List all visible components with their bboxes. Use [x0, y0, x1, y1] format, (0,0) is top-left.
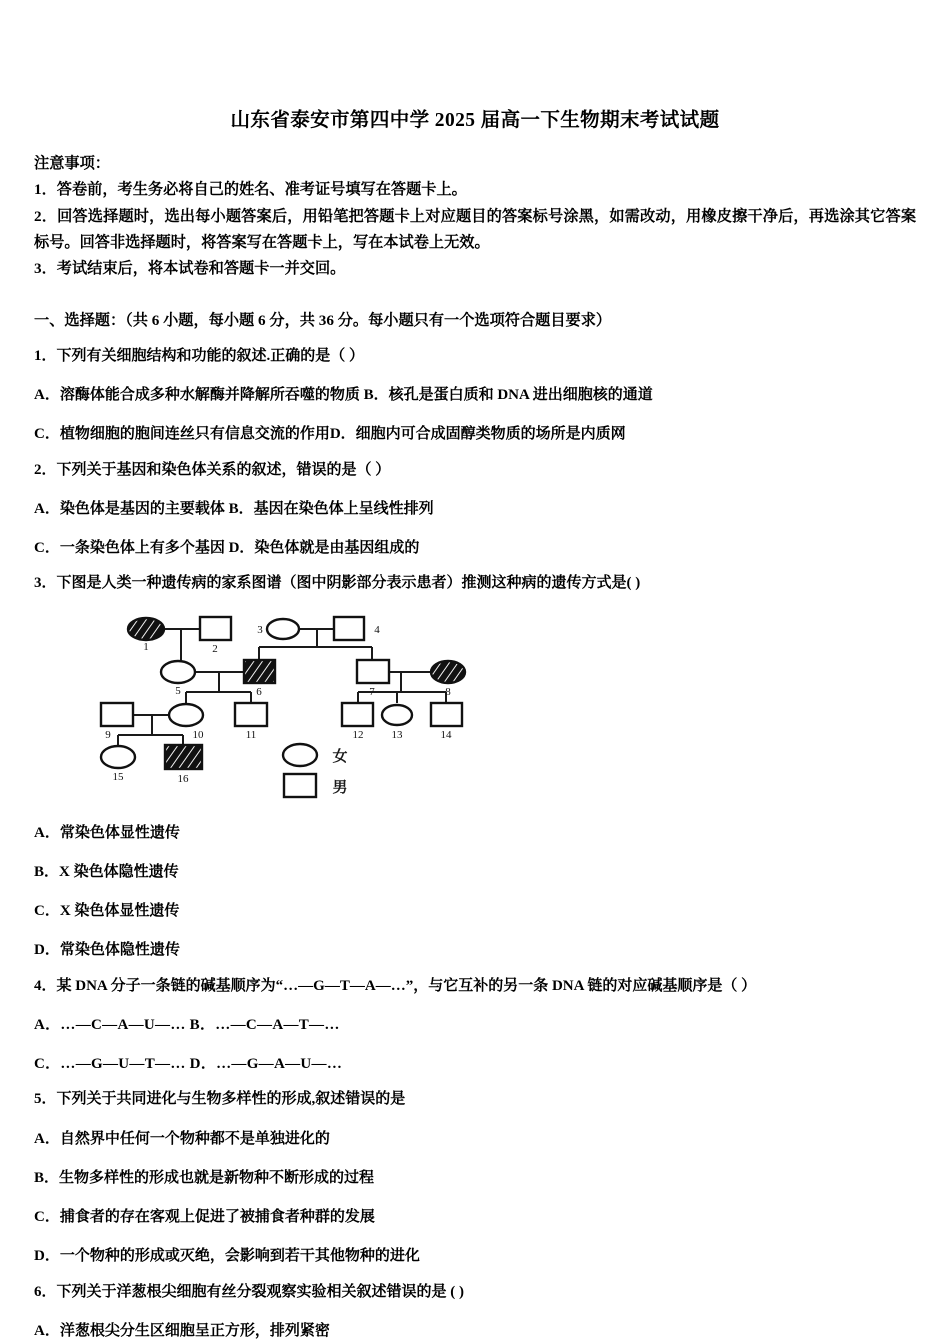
pedigree-label-9: 9 [105, 728, 111, 741]
pedigree-label-2: 2 [212, 642, 218, 655]
pedigree-individual-9 [101, 703, 133, 726]
question-6-stem [34, 1279, 916, 1305]
pedigree-label-14: 14 [440, 728, 452, 741]
question-4-stem [34, 973, 916, 999]
question-1-option-line-2[interactable]: C．植物细胞的胞间连丝只有信息交流的作用D．细胞内可合成固醇类物质的场所是内质网 [34, 426, 626, 443]
pedigree-label-7: 7 [369, 685, 375, 698]
pedigree-individual-4 [334, 617, 364, 640]
pedigree-individual-12 [342, 703, 373, 726]
pedigree-label-4: 4 [374, 623, 380, 636]
question-2-option-line-1[interactable]: A．染色体是基因的主要载体 B．基因在染色体上呈线性排列 [34, 500, 434, 517]
section-header-choice: 一、选择题：（共 6 小题，每小题 6 分，共 36 分。每小题只有一个选项符合题目要求） [34, 312, 612, 330]
pedigree-individual-15 [101, 746, 135, 768]
question-5-text: 下列关于共同进化与生物多样性的形成,叙述错误的是 [56, 1091, 406, 1108]
pedigree-svg [52, 607, 522, 807]
question-3-option-d[interactable]: D．常染色体隐性遗传 [34, 942, 180, 959]
legend-male-label: 男 [332, 778, 348, 796]
pedigree-individual-1 [128, 618, 164, 640]
question-6-option-a[interactable]: A．洋葱根尖分生区细胞呈正方形，排列紧密 [34, 1322, 330, 1339]
question-3-option-b[interactable]: B．X 染色体隐性遗传 [34, 863, 179, 880]
pedigree-label-3: 3 [257, 623, 263, 636]
question-5-stem [34, 1086, 916, 1112]
legend-male-symbol [284, 774, 316, 797]
pedigree-individual-3 [267, 619, 299, 639]
question-4-number: 4． [34, 977, 57, 994]
question-2-number: 2． [34, 461, 57, 478]
notice-item-1: 1．答卷前，考生务必将自己的姓名、准考证号填写在答题卡上。 [34, 181, 467, 199]
question-4-option-line-1[interactable]: A．…—C—A—U—… B．…—C—A—T—… [34, 1016, 340, 1033]
question-5-option-b[interactable]: B．生物多样性的形成也就是新物种不断形成的过程 [34, 1169, 375, 1186]
notice-heading: 注意事项： [34, 155, 110, 173]
pedigree-label-12: 12 [352, 728, 364, 741]
pedigree-label-13: 13 [391, 728, 403, 741]
pedigree-chart [52, 607, 522, 807]
pedigree-individual-16 [165, 745, 202, 769]
pedigree-individual-13 [382, 705, 412, 725]
pedigree-label-10: 10 [192, 728, 204, 741]
pedigree-label-11: 11 [245, 728, 257, 741]
question-5-option-d[interactable]: D．一个物种的形成或灭绝，会影响到若干其他物种的进化 [34, 1248, 420, 1265]
pedigree-individual-8 [431, 661, 465, 683]
question-3-text: 下图是人类一种遗传病的家系图谱（图中阴影部分表示患者）推测这种病的遗传方式是( ) [56, 575, 641, 592]
pedigree-individual-6 [244, 660, 275, 683]
pedigree-label-8: 8 [445, 685, 451, 698]
question-1-stem [34, 343, 916, 369]
pedigree-individual-7 [357, 660, 389, 683]
notice-item-2: 2．回答选择题时，选出每小题答案后，用铅笔把答题卡上对应题目的答案标号涂黑，如需改动，用橡皮擦干净后，再选涂其它答案标号。回答非选择题时，将答案写在答题卡上，写在本试卷上无效。 [34, 207, 916, 251]
pedigree-individual-2 [200, 617, 231, 640]
legend-female-symbol [283, 744, 317, 766]
question-4-option-line-2[interactable]: C．…—G—U—T—… D．…—G—A—U—… [34, 1056, 343, 1073]
question-5-number: 5． [34, 1091, 57, 1108]
question-6-number: 6． [34, 1283, 57, 1300]
question-2-option-line-2[interactable]: C．一条染色体上有多个基因 D．染色体就是由基因组成的 [34, 540, 420, 557]
question-3-stem [34, 570, 916, 596]
question-2-stem [34, 457, 916, 483]
pedigree-label-5: 5 [175, 684, 181, 697]
question-5-option-c[interactable]: C．捕食者的存在客观上促进了被捕食者种群的发展 [34, 1209, 375, 1226]
notice-item-3: 3．考试结束后，将本试卷和答题卡一并交回。 [34, 259, 346, 277]
legend-female-label: 女 [332, 747, 348, 765]
question-3-number: 3． [34, 575, 57, 592]
question-3-option-a[interactable]: A．常染色体显性遗传 [34, 824, 180, 841]
page-title: 山东省泰安市第四中学 2025 届高一下生物期末考试试题 [230, 110, 720, 131]
pedigree-individual-5 [161, 661, 195, 683]
pedigree-label-6: 6 [256, 685, 262, 698]
question-3-option-c[interactable]: C．X 染色体显性遗传 [34, 903, 180, 920]
pedigree-individual-11 [235, 703, 267, 726]
question-4-text: 某 DNA 分子一条链的碱基顺序为“…—G—T—A—…”，与它互补的另一条 DNA 链的对应碱基顺序是（ ） [56, 977, 757, 994]
question-1-option-line-1[interactable]: A．溶酶体能合成多种水解酶并降解所吞噬的物质 B．核孔是蛋白质和 DNA 进出细胞核的通道 [34, 387, 653, 404]
pedigree-label-1: 1 [143, 640, 149, 653]
pedigree-individual-10 [169, 704, 203, 726]
pedigree-individual-14 [431, 703, 462, 726]
notice-block [34, 151, 916, 282]
question-6-text: 下列关于洋葱根尖细胞有丝分裂观察实验相关叙述错误的是 ( ) [56, 1283, 465, 1300]
pedigree-label-15: 15 [112, 770, 124, 783]
question-2-text: 下列关于基因和染色体关系的叙述，错误的是（ ） [56, 461, 391, 478]
question-5-option-a[interactable]: A．自然界中任何一个物种都不是单独进化的 [34, 1130, 330, 1147]
question-1-text: 下列有关细胞结构和功能的叙述.正确的是（ ） [56, 347, 365, 364]
question-1-number: 1． [34, 347, 57, 364]
pedigree-label-16: 16 [177, 772, 189, 785]
